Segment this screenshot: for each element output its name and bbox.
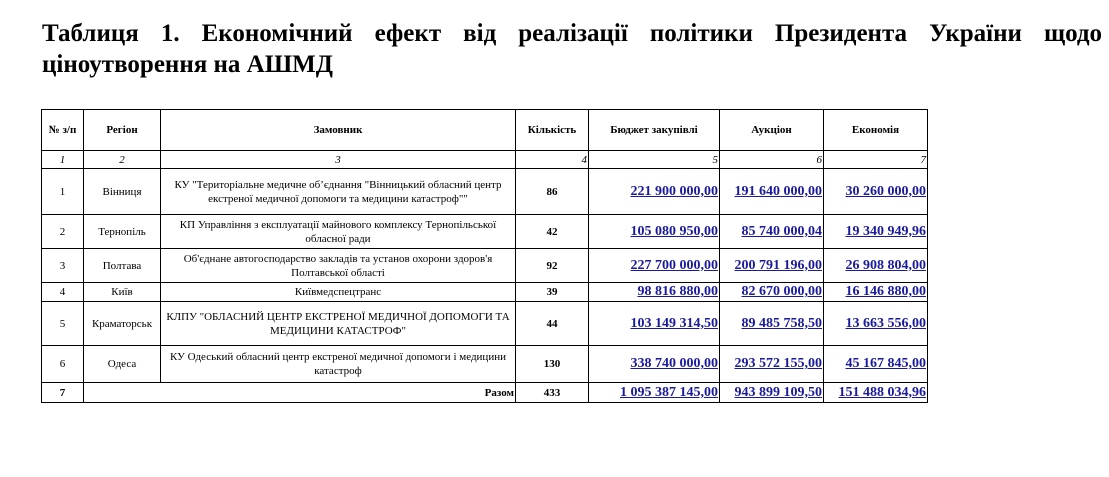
row-economy-link[interactable]: 16 146 880,00 — [845, 284, 926, 299]
row-budget-cell — [589, 283, 720, 302]
row-budget-link[interactable]: 221 900 000,00 — [630, 183, 718, 199]
row-auction-link[interactable]: 89 485 758,50 — [741, 315, 822, 331]
row-economy-link[interactable]: 19 340 949,96 — [845, 223, 926, 239]
row-region: Тернопіль — [84, 215, 161, 249]
row-economy-cell — [824, 249, 928, 283]
header-quantity: Кількість — [516, 110, 589, 151]
table-row — [42, 346, 928, 383]
row-economy-cell — [824, 215, 928, 249]
row-economy-link[interactable]: 45 167 845,00 — [845, 356, 926, 371]
header-row — [42, 110, 928, 151]
total-budget-cell — [589, 383, 720, 403]
row-customer: Об'єднане автогосподарство закладів та установ охорони здоров'я Полтавської області — [161, 249, 516, 283]
row-auction-link[interactable]: 191 640 000,00 — [734, 183, 822, 199]
total-budget-link[interactable]: 1 095 387 145,00 — [620, 384, 718, 400]
row-economy-cell — [824, 283, 928, 302]
total-row — [42, 383, 928, 403]
row-auction-cell — [720, 346, 824, 383]
row-budget-cell — [589, 249, 720, 283]
row-budget-cell — [589, 302, 720, 346]
header-num: № з/п — [42, 110, 84, 151]
row-economy-cell — [824, 346, 928, 383]
economic-effect-table — [41, 109, 928, 403]
row-number: 1 — [42, 169, 84, 215]
row-quantity: 39 — [516, 283, 589, 302]
header-economy: Економія — [824, 110, 928, 151]
row-quantity: 92 — [516, 249, 589, 283]
table-row — [42, 249, 928, 283]
row-budget-link[interactable]: 227 700 000,00 — [630, 257, 718, 273]
row-customer: КУ "Територіальне медичне об’єднання "Вінницький обласний центр екстреної медичної допомоги та медицини катастроф"" — [161, 169, 516, 215]
row-number: 3 — [42, 249, 84, 283]
row-auction-cell — [720, 249, 824, 283]
header-auction: Аукціон — [720, 110, 824, 151]
row-auction-link[interactable]: 293 572 155,00 — [734, 356, 822, 371]
row-region: Київ — [84, 283, 161, 302]
row-region: Полтава — [84, 249, 161, 283]
row-economy-link[interactable]: 26 908 804,00 — [845, 257, 926, 273]
row-auction-cell — [720, 215, 824, 249]
index-cell: 3 — [161, 151, 516, 169]
index-cell: 2 — [84, 151, 161, 169]
row-budget-link[interactable]: 103 149 314,50 — [630, 315, 718, 331]
column-index-row — [42, 151, 928, 169]
total-quantity: 433 — [516, 383, 589, 403]
header-region: Регіон — [84, 110, 161, 151]
row-region: Одеса — [84, 346, 161, 383]
index-cell: 7 — [824, 151, 928, 169]
total-economy-cell — [824, 383, 928, 403]
row-number: 6 — [42, 346, 84, 383]
row-budget-link[interactable]: 98 816 880,00 — [637, 284, 718, 299]
total-auction-cell — [720, 383, 824, 403]
index-cell: 1 — [42, 151, 84, 169]
total-auction-link[interactable]: 943 899 109,50 — [734, 384, 822, 400]
row-customer: КУ Одеський обласний центр екстреної медичної допомоги і медицини катастроф — [161, 346, 516, 383]
table-row — [42, 283, 928, 302]
table-row — [42, 215, 928, 249]
total-number: 7 — [42, 383, 84, 403]
row-auction-cell — [720, 302, 824, 346]
row-region: Краматорськ — [84, 302, 161, 346]
row-auction-link[interactable]: 200 791 196,00 — [734, 257, 822, 273]
table-row — [42, 302, 928, 346]
row-auction-link[interactable]: 82 670 000,00 — [741, 284, 822, 299]
row-quantity: 42 — [516, 215, 589, 249]
row-number: 5 — [42, 302, 84, 346]
row-customer: КЛПУ "ОБЛАСНИЙ ЦЕНТР ЕКСТРЕНОЇ МЕДИЧНОЇ ДОПОМОГИ ТА МЕДИЦИНИ КАТАСТРОФ" — [161, 302, 516, 346]
row-budget-link[interactable]: 105 080 950,00 — [630, 223, 718, 239]
row-economy-cell — [824, 169, 928, 215]
row-auction-cell — [720, 169, 824, 215]
row-budget-cell — [589, 169, 720, 215]
row-number: 4 — [42, 283, 84, 302]
row-budget-cell — [589, 215, 720, 249]
index-cell: 5 — [589, 151, 720, 169]
index-cell: 4 — [516, 151, 589, 169]
row-customer: Київмедспецтранс — [161, 283, 516, 302]
row-number: 2 — [42, 215, 84, 249]
table-row — [42, 169, 928, 215]
row-auction-cell — [720, 283, 824, 302]
page-title: Таблиця 1. Економічний ефект від реалізації політики Президента України щодо ціноутворення на АШМД — [42, 20, 1102, 78]
index-cell: 6 — [720, 151, 824, 169]
total-economy-link[interactable]: 151 488 034,96 — [838, 384, 926, 400]
row-auction-link[interactable]: 85 740 000,04 — [741, 223, 822, 239]
row-budget-link[interactable]: 338 740 000,00 — [630, 356, 718, 371]
row-economy-link[interactable]: 30 260 000,00 — [845, 183, 926, 199]
row-economy-link[interactable]: 13 663 556,00 — [845, 315, 926, 331]
row-quantity: 86 — [516, 169, 589, 215]
row-region: Вінниця — [84, 169, 161, 215]
row-quantity: 130 — [516, 346, 589, 383]
row-customer: КП Управління з експлуатації майнового комплексу Тернопільської обласної ради — [161, 215, 516, 249]
row-quantity: 44 — [516, 302, 589, 346]
header-customer: Замовник — [161, 110, 516, 151]
header-budget: Бюджет закупівлі — [589, 110, 720, 151]
row-budget-cell — [589, 346, 720, 383]
total-label: Разом — [84, 383, 516, 403]
row-economy-cell — [824, 302, 928, 346]
